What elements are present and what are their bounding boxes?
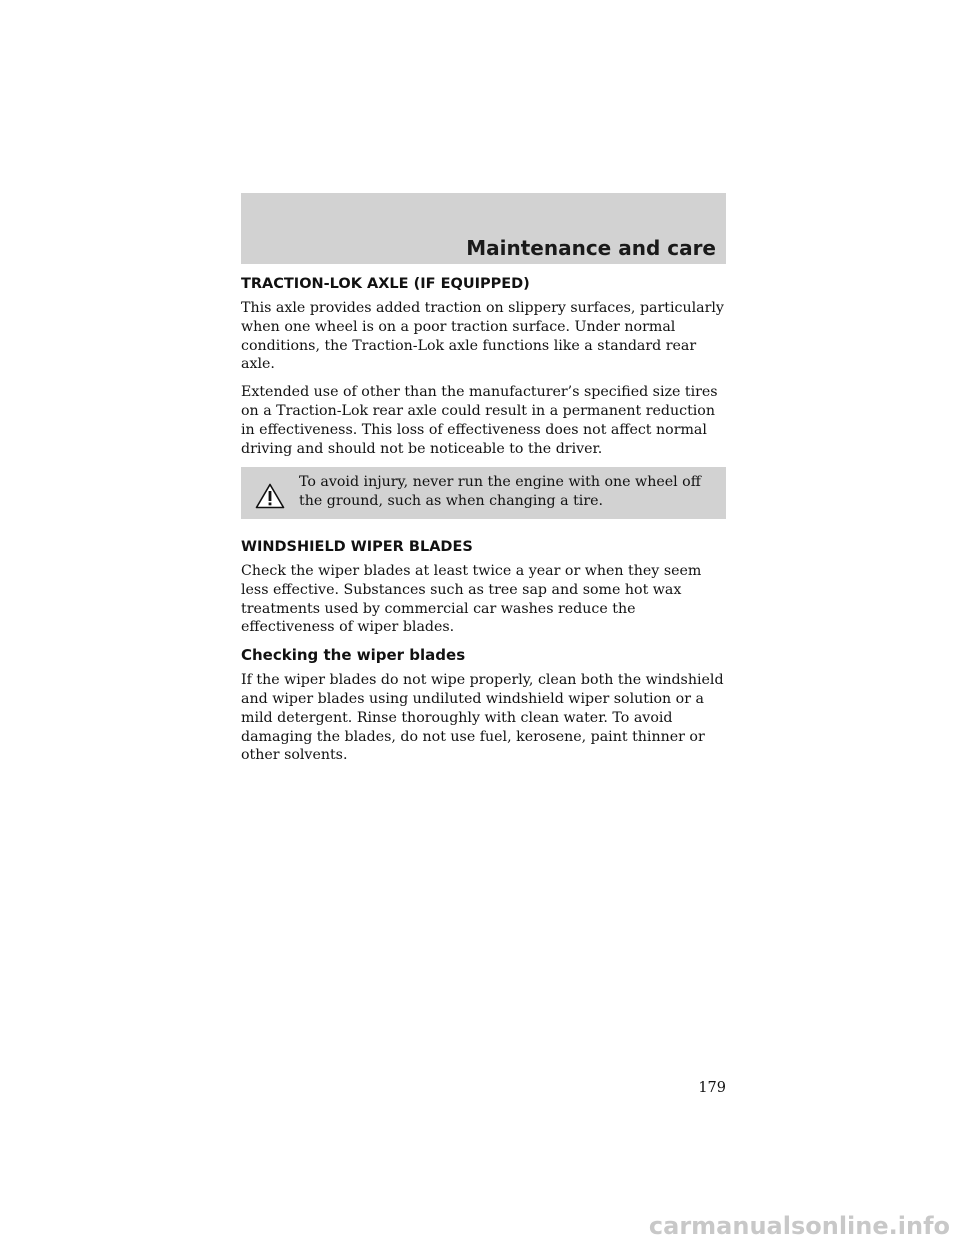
- paragraph: Extended use of other than the manufacturer’s specified size tires on a Traction-Lok rear axle could result in a permanent reduction in effectiveness. This loss of effectiveness does not affect normal driving and should not be noticeable to the driver.: [241, 384, 718, 457]
- paragraph: Check the wiper blades at least twice a year or when they seem less effective. Substances such as tree sap and some hot wax treatments used by commercial car washes reduce the effectiveness of wiper blades.: [241, 562, 702, 636]
- section-heading-wiper-blades: WINDSHIELD WIPER BLADES: [241, 538, 473, 555]
- paragraph: This axle provides added traction on slippery surfaces, particularly when one wheel is on a poor traction surface. Under normal conditions, the Traction-Lok axle functions like a standard rear axle.: [241, 300, 724, 373]
- paragraph: If the wiper blades do not wipe properly, clean both the windshield and wiper blades using undiluted windshield wiper solution or a mild detergent. Rinse thoroughly with clean water. To avoid damaging the blades, do not use fuel, kerosene, paint thinner or other solvents.: [241, 672, 724, 764]
- subheading-checking-wiper-blades: Checking the wiper blades: [241, 646, 466, 665]
- page-content: [241, 276, 726, 774]
- warning-triangle-icon: [255, 483, 285, 509]
- header-band: [241, 193, 726, 264]
- chapter-title: Maintenance and care: [466, 236, 716, 260]
- section-heading-traction-lok: TRACTION-LOK AXLE (IF EQUIPPED): [241, 276, 530, 292]
- warning-text: To avoid injury, never run the engine with one wheel off the ground, such as when changing a tire.: [299, 474, 701, 510]
- page-number: 179: [698, 1080, 726, 1096]
- watermark: carmanualsonline.info: [648, 1212, 950, 1240]
- warning-box: [241, 467, 726, 519]
